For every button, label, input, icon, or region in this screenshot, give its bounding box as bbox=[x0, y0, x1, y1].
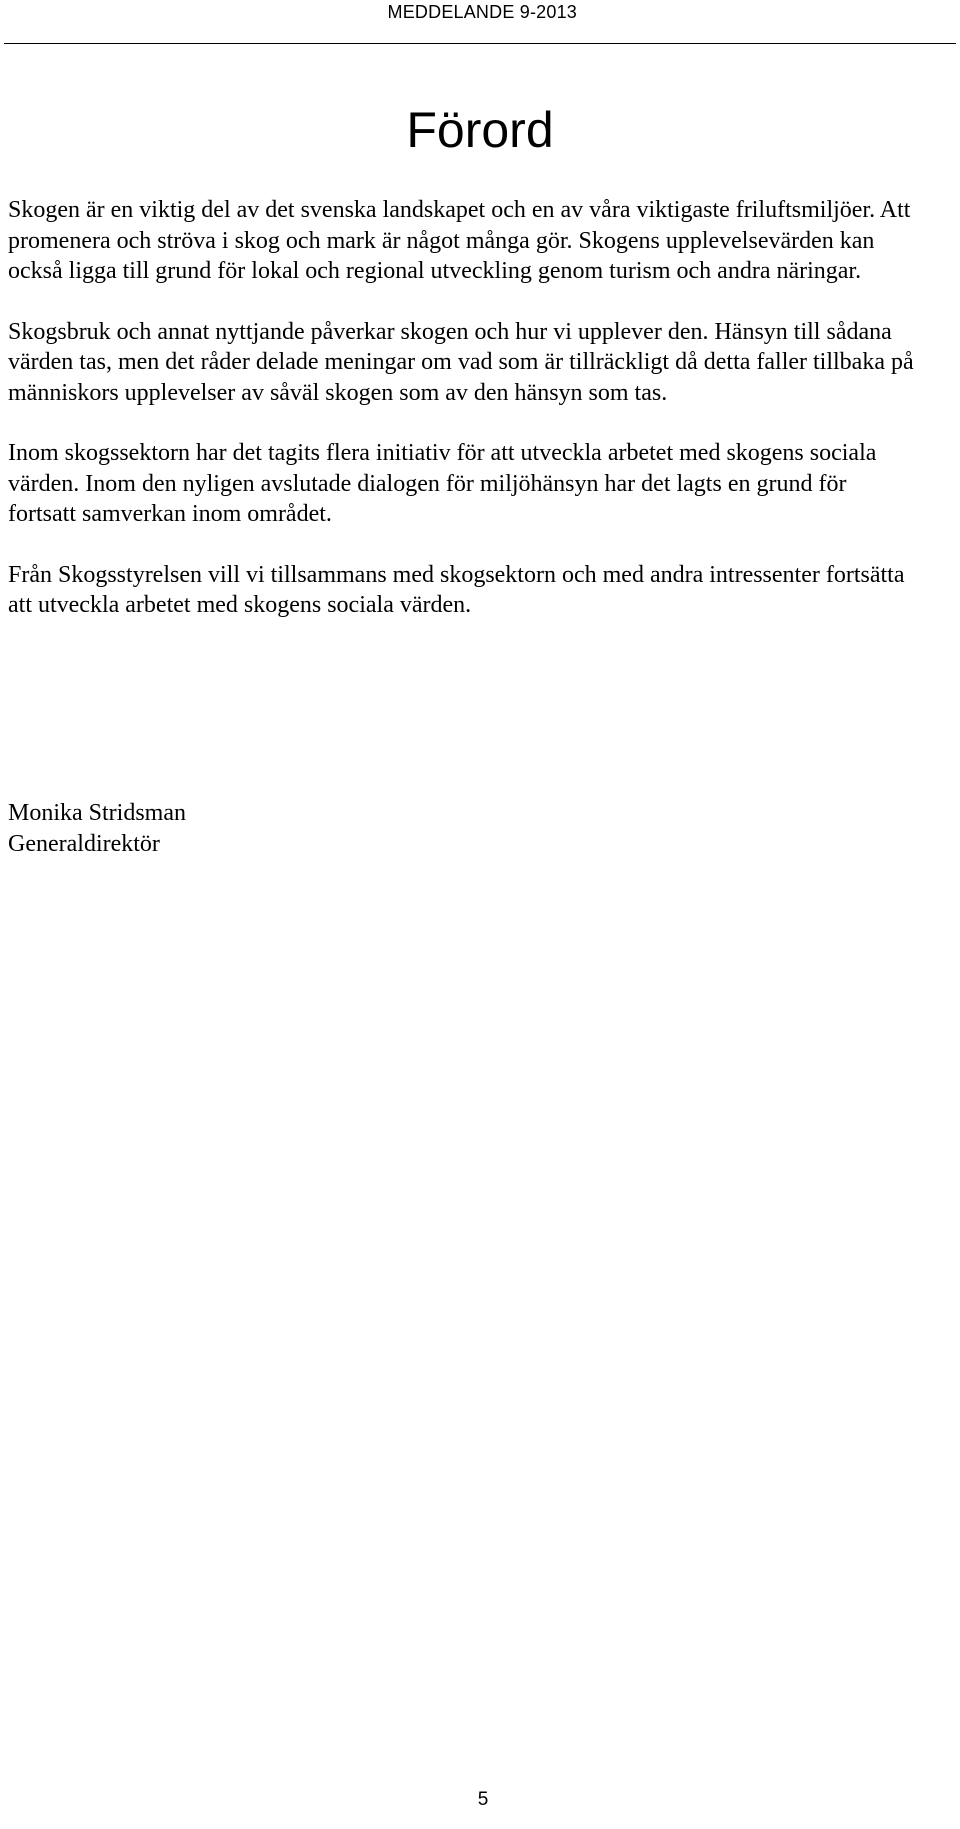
signatory-name: Monika Stridsman bbox=[8, 800, 186, 826]
header-divider bbox=[4, 43, 956, 44]
paragraph: Skogsbruk och annat nyttjande påverkar skogen och hur vi upplever den. Hänsyn till sådana värden tas, men det råder delade meningar om vad som är tillräckligt då detta faller tillbaka på människors upplevelser av såväl skogen som av den hänsyn som tas. bbox=[8, 318, 914, 406]
page-title: Förord bbox=[406, 102, 554, 158]
paragraph: Skogen är en viktig del av det svenska landskapet och en av våra viktigaste friluftsmiljöer. Att promenera och ströva i skog och mark är något många gör. Skogens upplevelsevärden kan också ligga till grund för lokal och regional utveckling genom turism och andra näringar. bbox=[8, 197, 911, 284]
page-number: 5 bbox=[477, 1789, 489, 1810]
paragraph: Från Skogsstyrelsen vill vi tillsammans med skogsektorn och med andra intressenter fortsätta att utveckla arbetet med skogens sociala värden. bbox=[8, 561, 905, 618]
signatory-title: Generaldirektör bbox=[8, 831, 160, 857]
foreword-body bbox=[8, 195, 918, 651]
page-header bbox=[0, 0, 960, 44]
document-series-label: MEDDELANDE 9-2013 bbox=[387, 2, 577, 22]
signature-block bbox=[8, 798, 186, 860]
paragraph: Inom skogssektorn har det tagits flera initiativ för att utveckla arbetet med skogens sociala värden. Inom den nyligen avslutade dialogen för miljöhänsyn har det lagts en grund för fortsatt samverkan inom området. bbox=[8, 440, 877, 527]
